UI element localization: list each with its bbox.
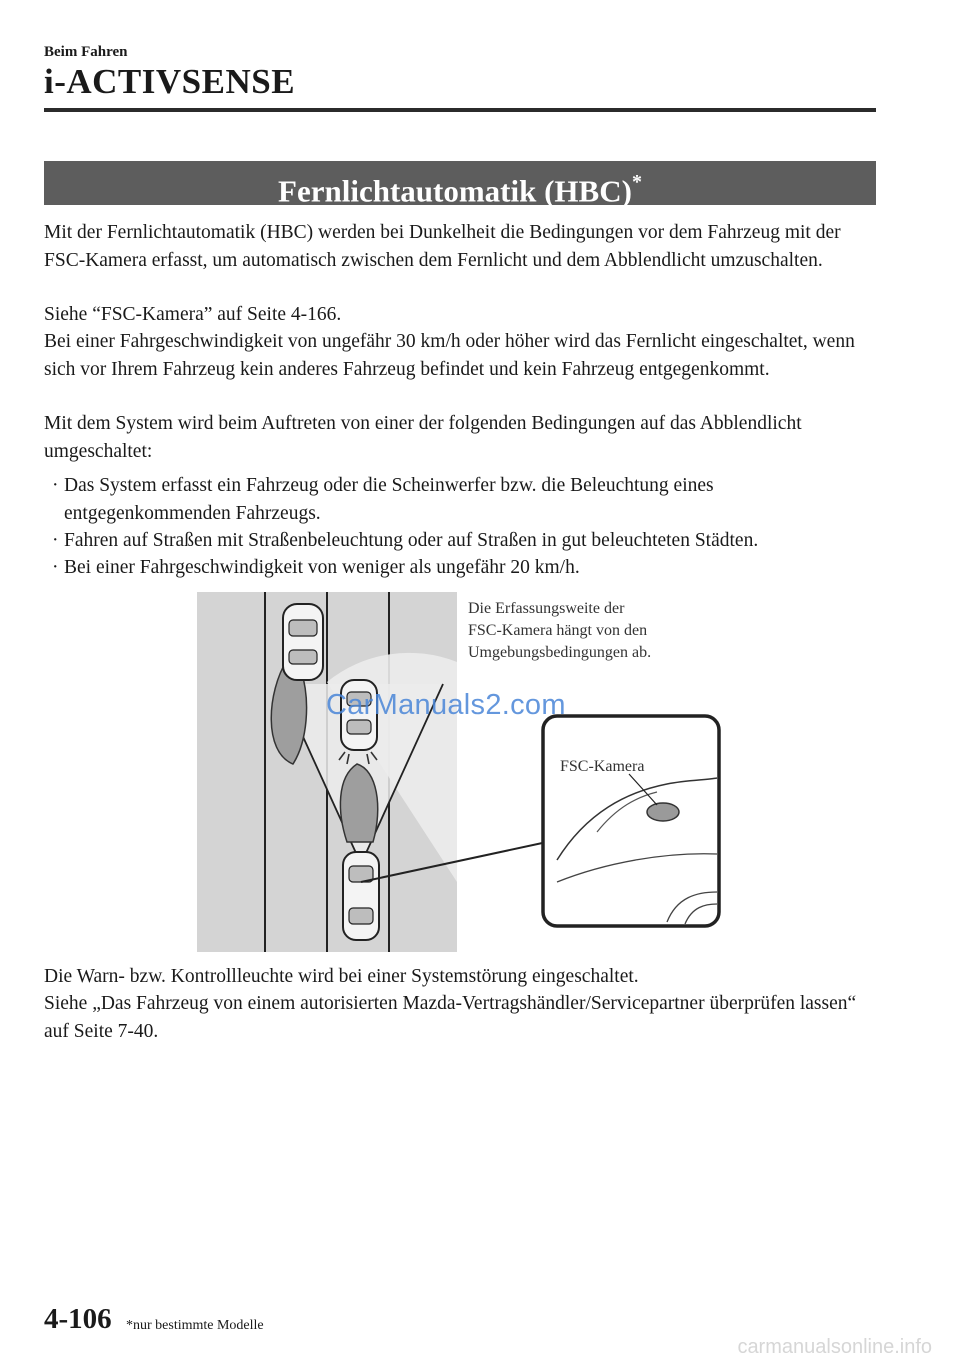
fsc-camera-icon bbox=[647, 803, 679, 821]
section-title-banner bbox=[44, 161, 876, 209]
bullet-item bbox=[44, 472, 884, 527]
bullet-item bbox=[44, 554, 884, 582]
section-title: Fernlichtautomatik (HBC) bbox=[278, 173, 632, 209]
range-callout-line: Die Erfassungsweite der bbox=[468, 600, 625, 617]
bullet-text: Bei einer Fahrgeschwindigkeit von weniger als ungefähr 20 km/h. bbox=[64, 557, 580, 578]
chapter-label: Beim Fahren bbox=[44, 44, 128, 60]
footnote: *nur bestimmte Modelle bbox=[126, 1318, 264, 1333]
bullet-text: Fahren auf Straßen mit Straßenbeleuchtung oder auf Straßen in gut beleuchteten Städten. bbox=[64, 530, 759, 551]
bullet-item bbox=[44, 527, 884, 555]
oncoming-car bbox=[283, 604, 323, 680]
footer-site-watermark: carmanualsonline.info bbox=[737, 1336, 932, 1358]
header-rule bbox=[44, 108, 876, 112]
range-callout bbox=[468, 598, 651, 664]
page-number: 4-106 bbox=[44, 1303, 112, 1335]
reference-paragraph: Siehe “FSC-Kamera” auf Seite 4-166. bbox=[44, 304, 342, 325]
bullet-dot: · bbox=[52, 557, 59, 578]
dealer-reference-paragraph: Siehe „Das Fahrzeug von einem autorisierten Mazda-Vertragshändler/Servicepartner überprüfen lassen“ auf Seite 7-40. bbox=[44, 993, 857, 1042]
bullet-text: Das System erfasst ein Fahrzeug oder die Scheinwerfer bzw. die Beleuchtung eines entgegenkommenden Fahrzeugs. bbox=[64, 475, 714, 524]
camera-inset bbox=[543, 716, 719, 926]
own-car bbox=[343, 852, 379, 940]
range-callout-line: Umgebungsbedingungen ab. bbox=[468, 644, 652, 661]
section-footnote-mark: * bbox=[631, 171, 642, 193]
camera-callout: FSC-Kamera bbox=[560, 758, 645, 775]
watermark: CarManuals2.com bbox=[326, 689, 566, 721]
bullet-dot: · bbox=[52, 530, 59, 551]
high-beam-paragraph: Bei einer Fahrgeschwindigkeit von ungefähr 30 km/h oder höher wird das Fernlicht eingeschaltet, wenn sich vor Ihrem Fahrzeug kein anderes Fahrzeug befindet und kein Fahrzeug entgegenkommt. bbox=[44, 331, 855, 380]
intro-paragraph: Mit der Fernlichtautomatik (HBC) werden bei Dunkelheit die Bedingungen vor dem Fahrzeug mit der FSC-Kamera erfasst, um automatisch zwischen dem Fernlicht und dem Abblendlicht umzuschalten. bbox=[44, 222, 841, 271]
warning-paragraph: Die Warn- bzw. Kontrollleuchte wird bei einer Systemstörung eingeschaltet. bbox=[44, 966, 639, 987]
range-callout-line: FSC-Kamera hängt von den bbox=[468, 622, 648, 639]
low-beam-paragraph: Mit dem System wird beim Auftreten von einer der folgenden Bedingungen auf das Abblendlicht umgeschaltet: bbox=[44, 413, 802, 462]
bullet-dot: · bbox=[52, 475, 59, 496]
chapter-title: i-ACTIVSENSE bbox=[44, 62, 296, 101]
